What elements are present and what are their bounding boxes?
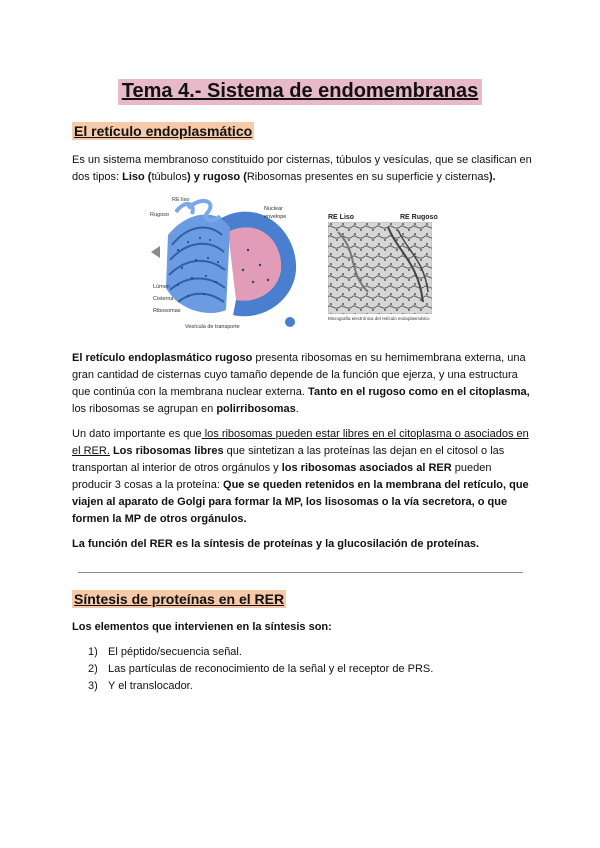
- list-item: 1) El péptido/secuencia señal.: [88, 646, 242, 658]
- rough-er-shape: [166, 214, 230, 313]
- label-ribosomas: Ribosomas: [153, 308, 181, 314]
- label-micro-re-liso: RE Liso: [328, 214, 355, 221]
- list-lead: Los elementos que intervienen en la síntesis son:: [72, 621, 332, 633]
- paragraph-funcion-rer: La función del RER es la síntesis de proteínas y la glucosilación de proteínas.: [72, 538, 480, 550]
- section-divider: [78, 572, 523, 573]
- label-cisterna: Cisterna: [153, 296, 174, 302]
- intro-paragraph: Es un sistema membranoso constituido por cisternas, túbulos y vesículas, que se clasifican en dos tipos: Liso (túbulos) y rugoso (Ribosomas presentes en su superficie y cisternas).: [72, 154, 532, 183]
- paragraph-ribosomas: Un dato importante es que los ribosomas pueden estar libres en el citoplasma o asociados en el RER. Los ribosomas libres que sintetizan a las proteínas las dejan en el citosol o las transportan al interior de otros orgánulos y los ribosomas asociados al RER pueden producir 3 cosas a la proteína: Que se queden retenidos en la membrana del retículo, que viajen al aparato de Golgi para formar la MP, los lisosomas o la vía secretora, o que formen la MP de otros orgánulos.: [72, 428, 529, 525]
- section-heading-sintesis: Síntesis de proteínas en el RER: [74, 591, 285, 607]
- elements-list: [88, 644, 433, 695]
- label-rugoso: Rugoso: [150, 212, 169, 218]
- micrograph-caption: Micrografía electrónica del retículo endoplasmático: [328, 316, 430, 321]
- label-lumen: Lúmen: [153, 284, 170, 290]
- play-arrow-icon: [151, 246, 160, 258]
- paragraph-rer-description: El retículo endoplasmático rugoso presenta ribosomas en su hemimembrana externa, una gran cantidad de cisternas cuyo tamaño depende de la función que ejerza, y una estructura que continúa con la membrana nuclear externa. Tanto en el rugoso como en el citoplasma, los ribosomas se agrupan en polirribosomas.: [72, 352, 530, 415]
- label-vesicula: Vesícula de transporte: [185, 324, 240, 330]
- label-envelope: envelope: [264, 214, 287, 220]
- page-title: Tema 4.- Sistema de endomembranas: [118, 79, 482, 105]
- er-micrograph: [328, 222, 432, 314]
- label-micro-re-rugoso: RE Rugoso: [400, 214, 438, 221]
- transport-vesicle-shape: [285, 317, 295, 327]
- page-title-wrap: [0, 80, 600, 103]
- label-nuclear: Nuclear: [264, 206, 283, 212]
- list-item: 3) Y el translocador.: [88, 680, 193, 692]
- list-item: 2) Las partículas de reconocimiento de la señal y el receptor de PRS.: [88, 663, 434, 675]
- section-heading-reticulo: El retículo endoplasmático: [74, 123, 253, 139]
- label-re-liso: RE liso: [172, 197, 190, 203]
